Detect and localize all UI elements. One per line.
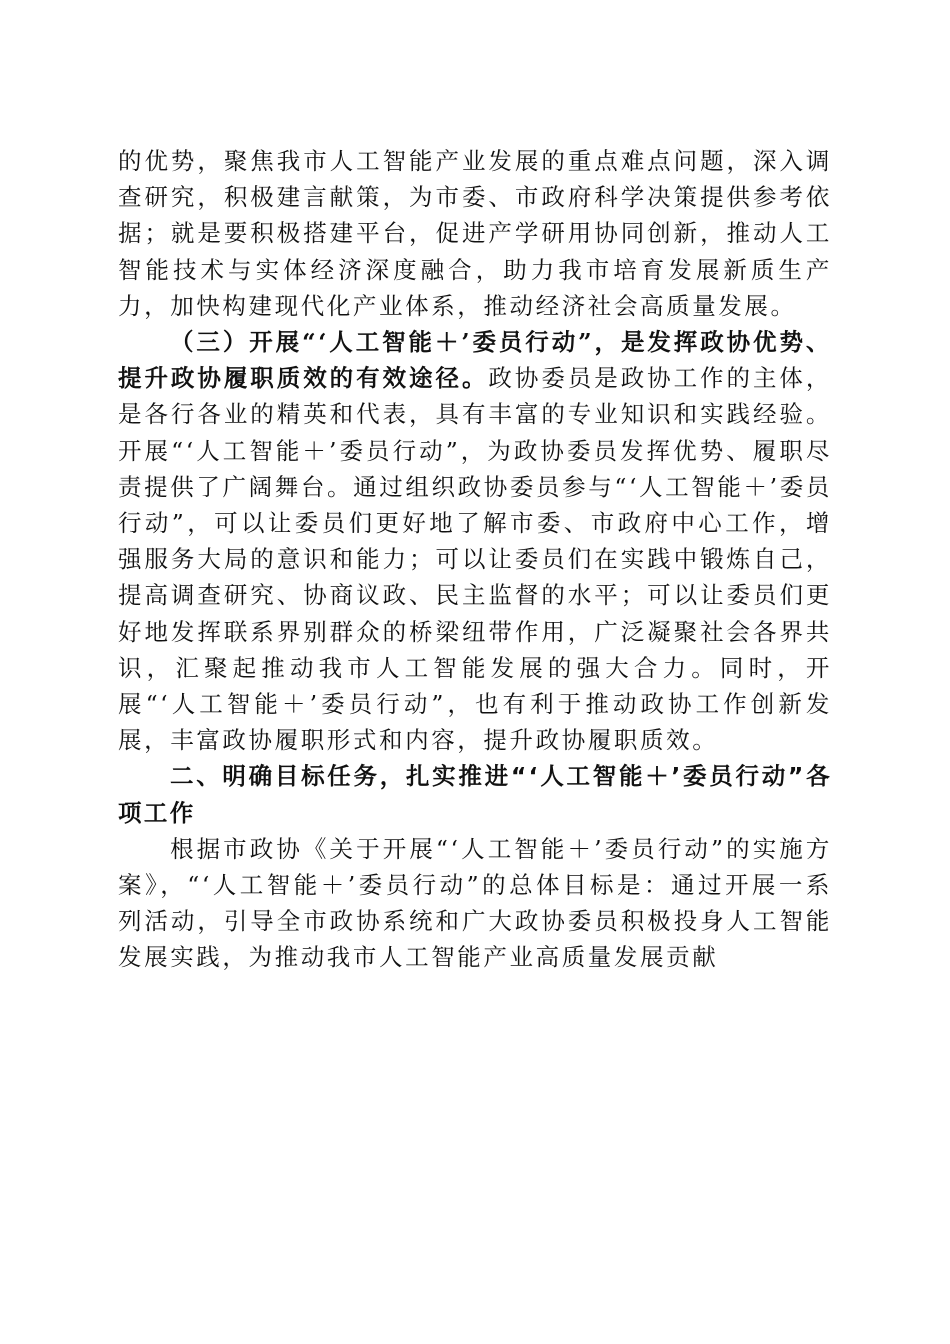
paragraph-three <box>118 324 832 758</box>
paragraph-three-body: 政协委员是政协工作的主体，是各行各业的精英和代表，具有丰富的专业知识和实践经验。开展“‘人工智能＋’委员行动”，为政协委员发挥优势、履职尽责提供了广阔舞台。通过组织政协委员参与“‘人工智能＋’委员行动”，可以让委员们更好地了解市委、市政府中心工作，增强服务大局的意识和能力；可以让委员们在实践中锻炼自己，提高调查研究、协商议政、民主监督的水平；可以让委员们更好地发挥联系界别群众的桥梁纽带作用，广泛凝聚社会各界共识，汇聚起推动我市人工智能发展的强大合力。同时，开展“‘人工智能＋’委员行动”，也有利于推动政协工作创新发展，丰富政协履职形式和内容，提升政协履职质效。 <box>118 364 832 755</box>
document-page <box>118 143 832 976</box>
paragraph-three-lead: （三）开展“‘人工智能＋’委员行动”，是发挥政协优势、提升政协履职质效的有效途径。 <box>118 328 832 393</box>
paragraph-goal: 根据市政协《关于开展“‘人工智能＋’委员行动”的实施方案》，“‘人工智能＋’委员行动”的总体目标是：通过开展一系列活动，引导全市政协系统和广大政协委员积极投身人工智能发展实践，为推动我市人工智能产业高质量发展贡献 <box>118 834 832 972</box>
paragraph-continued: 的优势，聚焦我市人工智能产业发展的重点难点问题，深入调查研究，积极建言献策，为市委、市政府科学决策提供参考依据；就是要积极搭建平台，促进产学研用协同创新，推动人工智能技术与实体经济深度融合，助力我市培育发展新质生产力，加快构建现代化产业体系，推动经济社会高质量发展。 <box>118 147 832 320</box>
section-two-heading: 二、明确目标任务，扎实推进“‘人工智能＋’委员行动”各项工作 <box>118 762 832 827</box>
